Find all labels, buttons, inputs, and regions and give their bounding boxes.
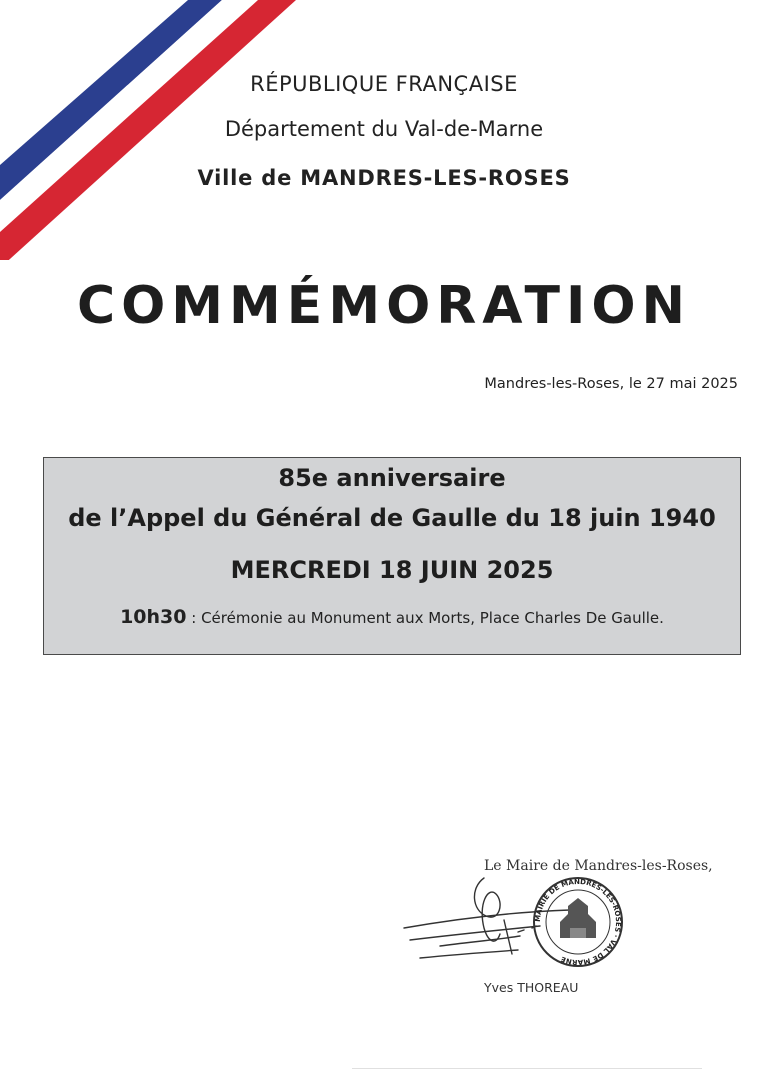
mairie-seal: [534, 878, 622, 966]
page-title: COMMÉMORATION: [76, 276, 692, 336]
date-line: Mandres-les-Roses, le 27 mai 2025: [484, 376, 738, 392]
svg-text:MAIRIE DE MANDRES-LES-ROSES ·: MAIRIE DE MANDRES-LES-ROSES · VAL DE MARNE: [533, 877, 623, 967]
event-time: 10h30: [120, 606, 187, 628]
event-schedule: [44, 606, 740, 628]
event-appel: de l’Appel du Général de Gaulle du 18 juin 1940: [68, 504, 716, 532]
event-anniversary: 85e anniversaire: [278, 464, 506, 492]
departement-heading: Département du Val-de-Marne: [224, 117, 544, 141]
footer-divider: [352, 1068, 702, 1069]
republique-heading: RÉPUBLIQUE FRANÇAISE: [250, 72, 518, 96]
ville-heading: Ville de MANDRES-LES-ROSES: [197, 166, 571, 190]
handwritten-signature: [404, 878, 570, 958]
event-box: [43, 457, 741, 655]
signature-block: [400, 850, 730, 1010]
maire-label: Le Maire de Mandres-les-Roses,: [484, 858, 713, 874]
event-date: MERCREDI 18 JUIN 2025: [230, 556, 554, 584]
mayor-name: Yves THOREAU: [484, 980, 579, 995]
event-description: : Cérémonie au Monument aux Morts, Place Charles De Gaulle.: [186, 609, 664, 627]
